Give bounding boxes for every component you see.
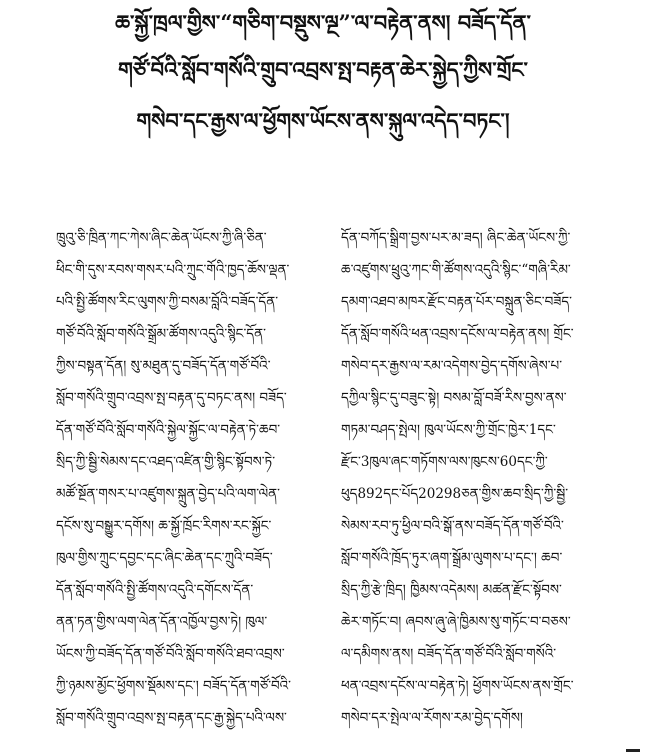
article-column-left (56, 222, 316, 734)
body-line: སློབ་གསོའི་གྲུབ་འབྲས་སྤ་བརྟན་དང་རྒྱ་སྐྱེད་པའི་ལས་ (56, 710, 287, 726)
headline-line-2: གཙོ་བོའི་སློབ་གསོའི་གྲུབ་འབྲས་སྤ་བརྟན་ཆེར་སྐྱེད་ཀྱིས་གྲོང་ (118, 57, 528, 82)
body-line: དོན་བཀོད་སྒྲིག་བྱས་པར་མ་ཟད། ཞིང་ཆེན་ཡོངས་ཀྱི་ (341, 230, 571, 246)
body-line: གསེབ་དར་རྒྱས་ལ་རམ་འདེགས་བྱེད་དགོས་ཞེས་པ་ (341, 358, 563, 374)
article-column-right (341, 222, 601, 734)
body-line: སྲིད་ཀྱི་སྦྱི་སེམས་དང་འཐད་འཛིན་གྱི་སྙིང་སྟོབས་ཏེ་ (56, 454, 276, 470)
body-line: ཀྱི་ཉམས་མྱོང་ཕྱོགས་སྡོམས་དང་། བཟོད་དོན་གཙོ་བོའི་ (56, 678, 292, 694)
body-line: ཀྱིས་བསྟན་དོན། སུ་མཐུན་དུ་བཟོད་དོན་གཙོ་བོའི་ (56, 358, 271, 374)
body-line: ཆ་འཛུགས་ཕྲུའུ་ཀང་གི་ཚོགས་འདུའི་སྙིང་“གཞི་རིམ་ (341, 262, 571, 278)
body-line: སློབ་གསོའི་ཁྲོད་ཏུར་ཞག་སྒྲོམ་ལུགས་པ་དང་། ཆབ་ (341, 550, 563, 566)
body-line: ཕིང་གི་དུས་རབས་གསར་པའི་ཀྲུང་གོའི་ཁྱད་ཆོས་ལྡན་ (56, 262, 290, 278)
body-line: དོན་སློབ་གསོའི་སྤྱི་ཚོགས་འདུའི་དགོངས་དོན་ (56, 582, 254, 598)
body-line: དཀྱིལ་སྙིང་དུ་བཟུང་སྟེ། བསམ་བློ་བཟོ་རིས་བྱས་ནས་ (341, 390, 567, 406)
body-line: ཆེར་གཏོང་བ། ཞབས་ཞུ་ཞེ་ཁྱིམས་སུ་གཏོང་བ་བཅས་ (341, 614, 571, 630)
body-line: གཙོ་བོའི་སློབ་གསོའི་སྒྲོམ་ཚོགས་འདུའི་སྙིང་དོན་ (56, 326, 266, 342)
body-line: ཁུལ་གྱིས་ཀྲུང་དབྱང་དང་ཞིང་ཆེན་དང་ཀྲུའི་བཟོད་ (56, 550, 273, 566)
body-line: མཚོ་སྔོན་གསར་པ་འཛུགས་སྐྲུན་བྱེད་པའི་ལག་ལེན་ (56, 486, 281, 502)
body-line: རྫོང་3ཁུལ་ཞང་གཏོགས་ལས་ཁུངས་60དང་ཀྱི་ (341, 454, 548, 470)
body-line: ཕུད892དང་པོད20298ཅན་གྱིས་ཆབ་སྲིད་ཀྱི་སྦྱི་ (341, 486, 569, 502)
body-line: དམག་འཐབ་མཁར་རྫོང་བརྟན་པོར་བསྐྲུན་ཅིང་བཟོད་ (341, 294, 572, 310)
body-line: གསེབ་དར་སྤེལ་ལ་རོགས་རམ་བྱེད་དགོས། (341, 710, 523, 726)
body-line: སློབ་གསོའི་གྲུབ་འབྲས་སྤ་བརྟན་དུ་བཏང་ནས། བཟོད་ (56, 390, 287, 406)
body-line: དངོས་སུ་བསྒྱུར་དགོས། ཆ་སྐྱོ་ཁྲོང་རིགས་རང་སྐྱོང་ (56, 518, 272, 534)
body-line: སྲིད་ཀྱི་རྩེ་ཁྲིད། ཁྱིམས་འདེམས། མཚན་རྫོང་སྟོབས་ (341, 582, 562, 598)
body-line: ལ་དམིགས་ནས། བཟོད་དོན་གཙོ་བོའི་སློབ་གསོའི་ (341, 646, 557, 662)
body-line: ཡོངས་ཀྱི་བཟོད་དོན་གཙོ་བོའི་སློབ་གསོའི་ཐབ་འབྲས་ (56, 646, 285, 662)
body-line: པའི་སྤྱི་ཚོགས་རིང་ལུགས་ཀྱི་བསམ་བློའི་བཟོད་དོན་ (56, 294, 279, 310)
body-line: ཁྲུའུ་ཅི་ཁྲིན་ཀང་ཀེས་ཞིང་ཆེན་ཡོངས་ཀྱི་ཞི་ཅིན་ (56, 230, 267, 246)
headline-line-3: གསེབ་དང་རྒྱས་ལ་ཕྱོགས་ཡོངས་ནས་སྐུལ་འདེད་བཏང་། (136, 108, 510, 133)
body-line: ནན་ཏན་གྱིས་ལག་ལེན་དོན་འཁྱོལ་བྱས་ཏེ། ཁུལ་ (56, 614, 268, 630)
body-line: དོན་སློབ་གསོའི་ཕན་འབྲས་དངོས་ལ་བརྟེན་ནས། གྲོང་ (341, 326, 574, 342)
headline-line-1: ཆ་སྐྱོ་ཁྲལ་གྱིས་“གཅིག་བསྡུས་ལྔ”་ལ་བརྟེན་ནས། བཟོད་དོན་ (115, 10, 531, 35)
body-line: སེམས་རབ་ཏུ་ཕྱིལ་བའི་སྒོ་ནས་བཟོད་དོན་གཙོ་བོའི་ (341, 518, 564, 534)
body-line: དོན་གཙོ་བོའི་སློབ་གསོའི་སྐྱེལ་སྐྱོང་ལ་བརྟེན་ཏེ་ཆབ་ (56, 422, 281, 438)
body-line: གཏམ་བཤད་སྤེལ། ཁུལ་ཡོངས་ཀྱི་གྲོང་ཁྱེར་1དང་ (341, 422, 556, 438)
body-line: ཕན་འབྲས་དངོས་ལ་བརྟེན་ཏེ། ཕྱོགས་ཡོངས་ནས་གྲོང་ (341, 678, 574, 694)
